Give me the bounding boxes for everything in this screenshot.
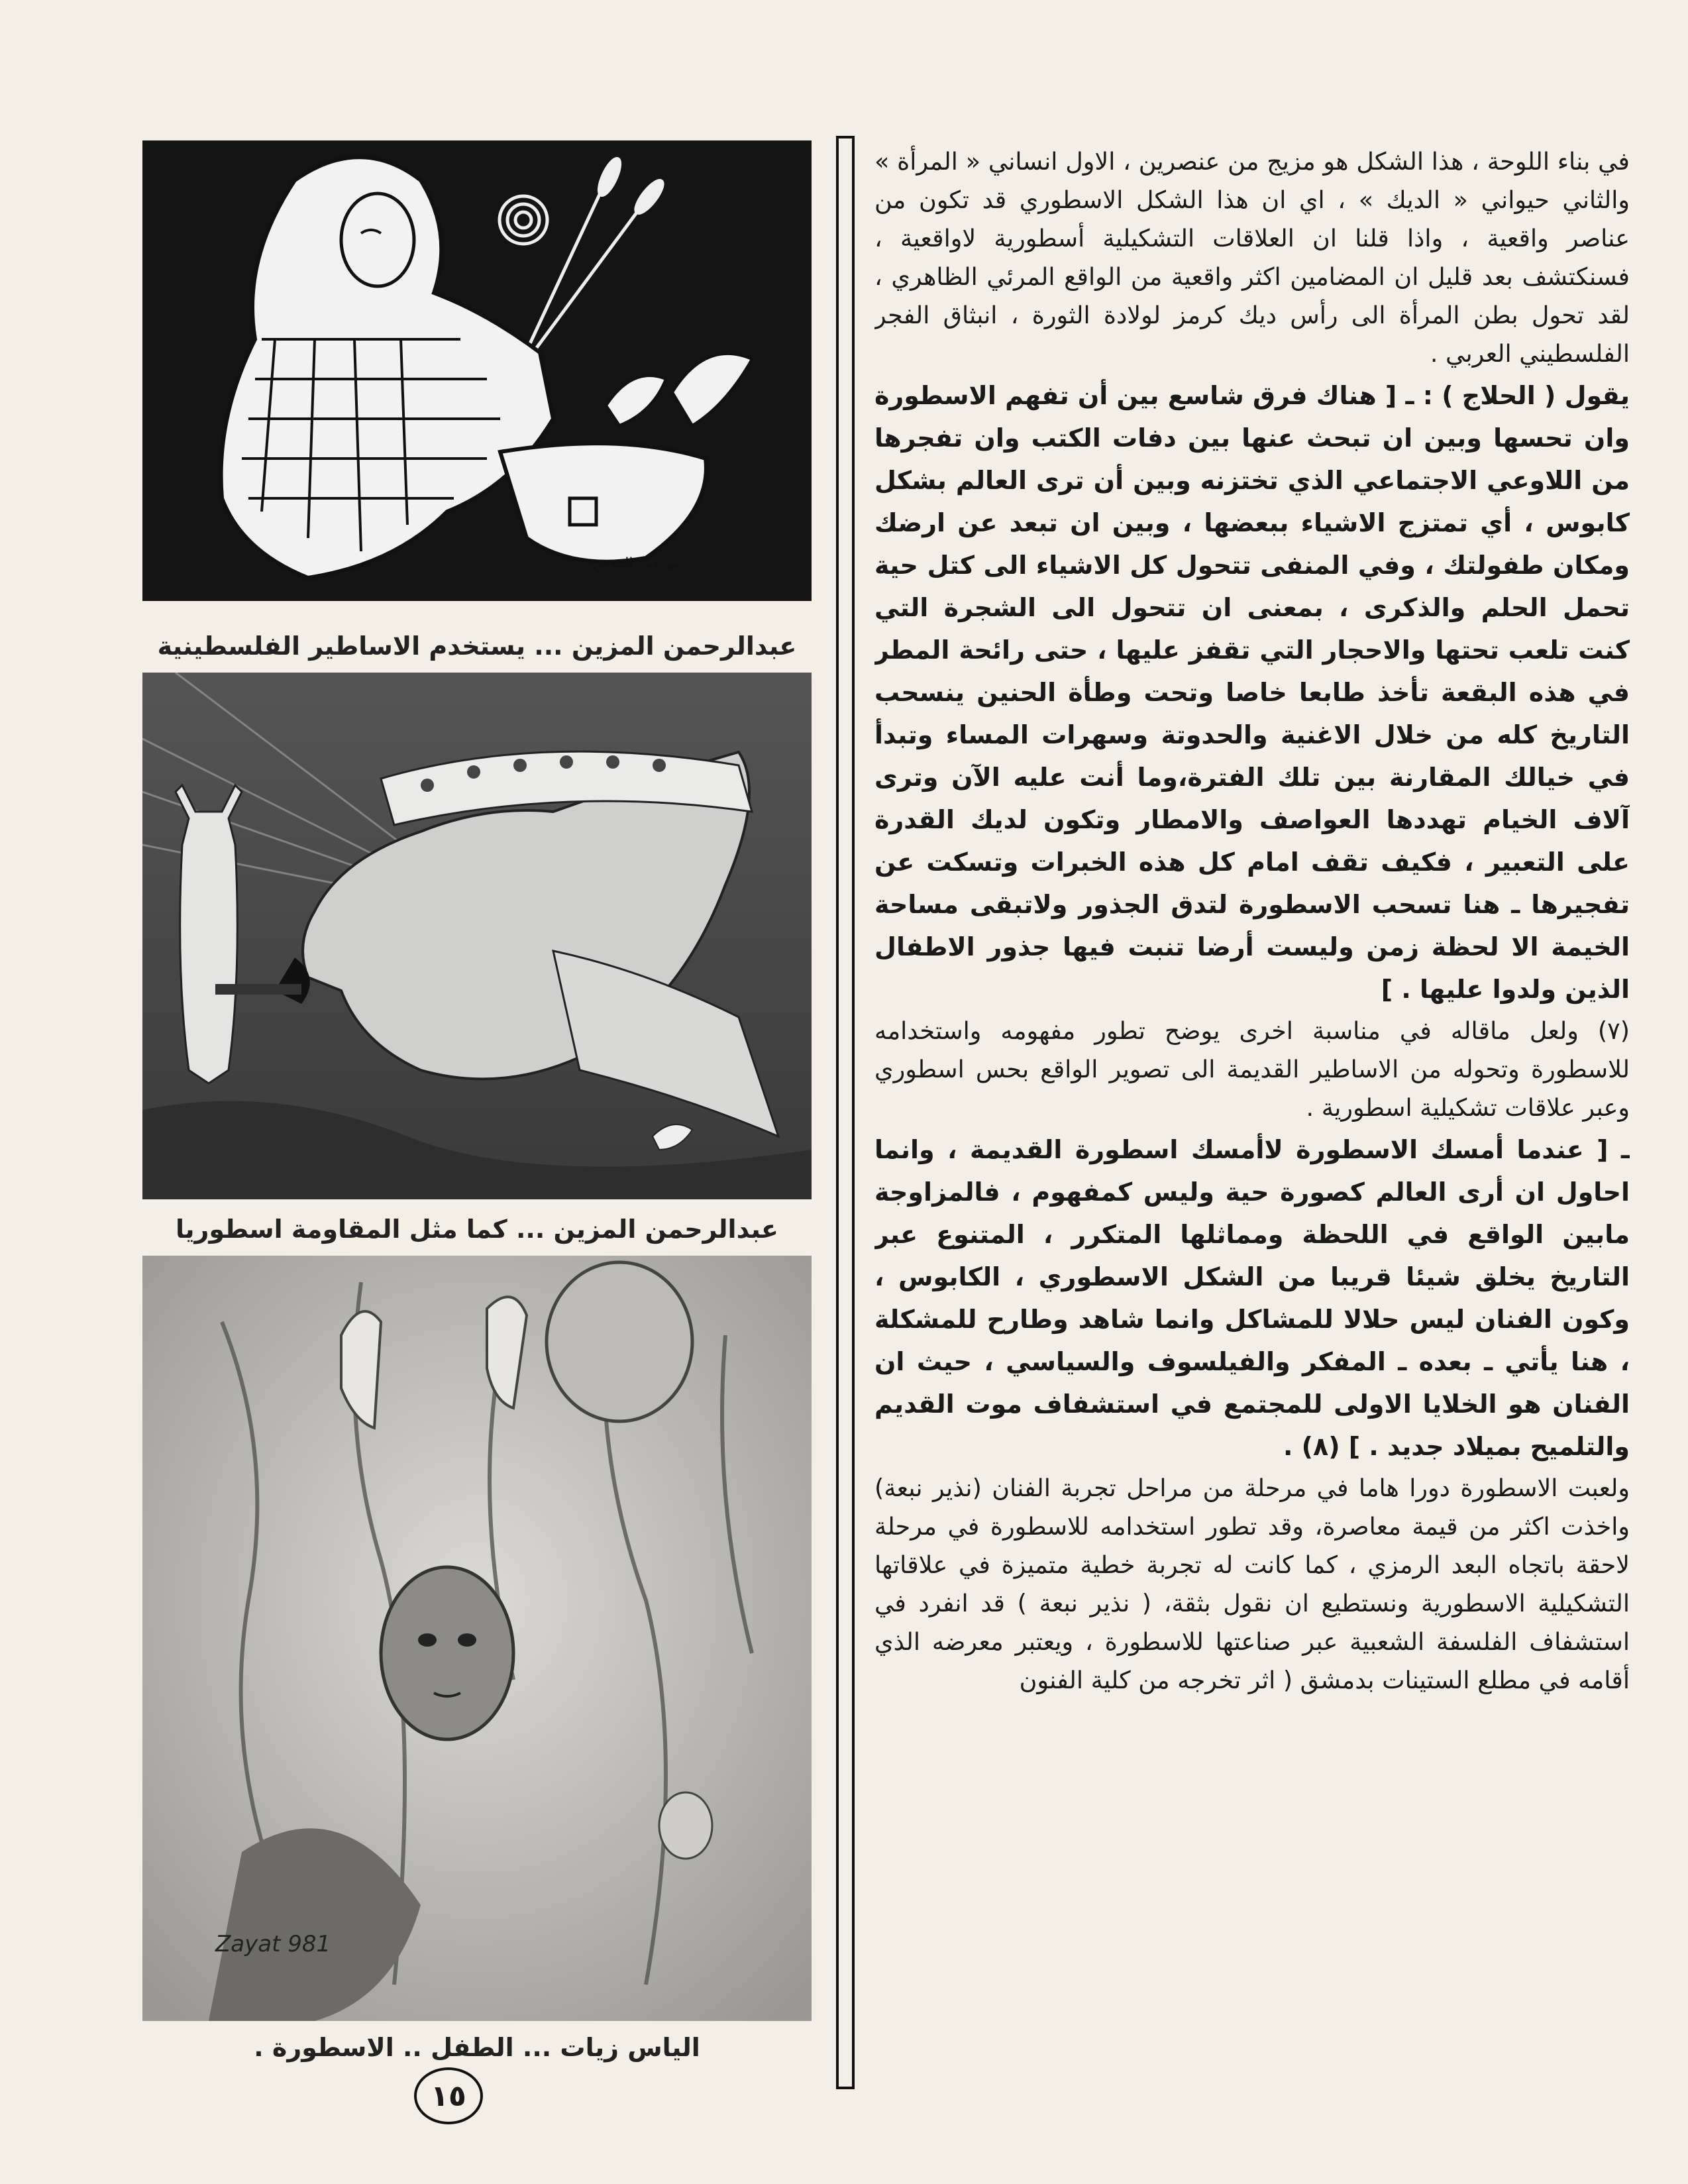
caption-3: الياس زيات ... الطفل .. الاسطورة .	[254, 2033, 700, 2062]
paragraph-3: (٧) ولعل ماقاله في مناسبة اخرى يوضح تطور مفهومه واستخدامه للاسطورة وتحوله من الاساطير القديمة الى تصوير الواقع بحس اسطوري وعبر علاقات تشكيلية اسطورية .	[874, 1016, 1630, 1122]
artwork-child-legend	[142, 1256, 812, 2021]
paragraph-2-quote: يقول ( الحلاج ) : ـ [ هناك فرق شاسع بين أن تفهم الاسطورة وان تحسها وبين ان تبحث عنها بين دفات الكتب وان تفجرها من اللاوعي الاجتماعي الذي تختزنه وبين أن ترى العالم بشكل كابوس ، أي تمتزج الاشياء ببعضها ، وبين ان تبعد عن ارضك ومكان طفولتك ، وفي المنفى تتحول كل الاشياء الى كتل حية تحمل الحلم والذكرى ، بمعنى ان تتحول الى الشجرة التي كنت تلعب تحتها والاحجار التي تقفز عليها ، حتى رائحة المطر في هذه البقعة تأخذ طابعا خاصا وتحت وطأة الحنين ينسحب التاريخ كله من خلال الاغنية والحدوتة وسهرات المساء وتبدأ في خيالك المقارنة بين تلك الفترة،وما أنت عليه الآن وترى آلاف الخيام تهددها العواصف والامطار وتكون لديك القدرة على التعبير ، فكيف تقف امام كل هذه الخبرات وتسكت عن تفجيرها ـ هنا تسحب الاسطورة لتدق الجذور ولاتبقى مساحة الخيمة الا لحظة زمن وليست أرضا تنبت فيها جذور الاطفال الذين ولدوا عليها . ]	[874, 381, 1630, 1004]
artwork-resistance-figure	[142, 673, 812, 1199]
column-divider	[836, 136, 855, 2089]
paragraph-1: في بناء اللوحة ، هذا الشكل هو مزيج من عنصرين ، الاول انساني « المرأة » والثاني حيواني « الديك » ، اي ان هذا الشكل الاسطوري قد تكون من عناصر واقعية ، واذا قلنا ان العلاقات التشكيلية أسطورية لاواقعية ، فسنكتشف بعد قليل ان المضامين اكثر واقعية من الواقع المرئي الظاهري ، لقد تحول بطن المرأة الى رأس ديك كرمز لولادة الثورة ، انبثاق الفجر الفلسطيني العربي .	[874, 147, 1630, 368]
paragraph-5: ولعبت الاسطورة دورا هاما في مرحلة من مراحل تجربة الفنان (نذير نبعة) واخذت اكثر من قيمة معاصرة، وقد تطور استخدامه للاسطورة في مرحلة لاحقة باتجاه البعد الرمزي ، كما كانت له تجربة خطية متميزة في علاقاتها التشكيلية الاسطورية ونستطيع ان نقول بثقة، ( نذير نبعة ) قد انفرد في استشفاف الفلسفة الشعبية عبر صناعتها للاسطورة ، ويعتبر معرضه الذي أقامه في مطلع الستينات بدمشق ( اثر تخرجه من كلية الفنون	[874, 1474, 1630, 1694]
article-text	[874, 142, 1630, 2144]
artwork-woman-with-doves	[142, 140, 812, 601]
caption-1: عبدالرحمن المزين ... يستخدم الاساطير الفلسطينية	[157, 631, 797, 661]
img3-signature: Zayat 981	[215, 1931, 331, 1957]
paragraph-4-quote: ـ [ عندما أمسك الاسطورة لاأمسك اسطورة القديمة ، وانما احاول ان أرى العالم كصورة حية وليس كمفهوم ، فالمزاوجة مابين الواقع في اللحظة ومماثلها المتكرر ، المتنوع عبر التاريخ يخلق شيئا قريبا من الشكل الاسطوري ، الكابوس ، وكون الفنان ليس حلالا للمشاكل وانما شاهد وطارح للمشكلة ، هنا يأتي ـ بعده ـ المفكر والفيلسوف والسياسي ، حيث ان الفنان هو الخلايا الاولى للمجتمع في استشفاف موت القديم والتلميح بميلاد جديد . ] (٨) .	[874, 1135, 1630, 1461]
caption-2: عبدالرحمن المزين ... كما مثل المقاومة اسطوريا	[176, 1215, 778, 1244]
page-number: ١٥	[414, 2067, 483, 2124]
img1-signature: مـرعـي المزين	[593, 555, 683, 572]
